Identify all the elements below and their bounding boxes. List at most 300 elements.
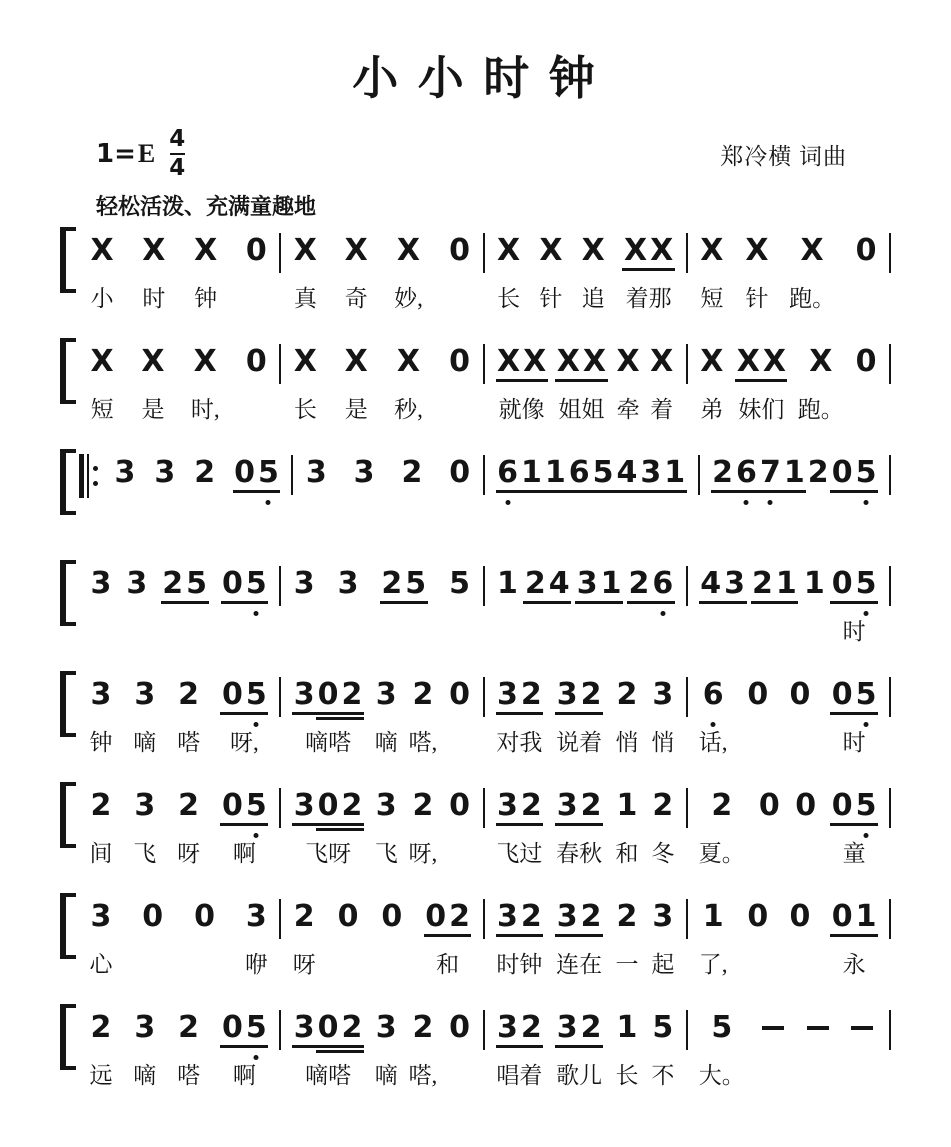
lyric-syllable: 不 — [651, 1062, 675, 1088]
note-figure — [343, 346, 369, 378]
note-token — [615, 346, 641, 424]
note-token — [846, 1012, 878, 1090]
note-token — [757, 1012, 789, 1090]
note-glyph: 5 — [449, 566, 470, 601]
note-token — [292, 346, 318, 424]
lyric-syllable: 呀, — [229, 729, 259, 755]
note-token — [798, 346, 844, 424]
lyric-syllable: 呀, — [408, 840, 438, 866]
eighth-underline — [854, 823, 878, 826]
note-figure — [244, 901, 268, 933]
lyric-syllable: 弟 — [700, 396, 724, 422]
note-figure — [380, 568, 428, 600]
eighth-underline — [380, 601, 404, 604]
note-figure — [555, 679, 603, 711]
note-figure — [854, 235, 878, 267]
eighth-underline — [519, 934, 543, 937]
note-glyph: X — [141, 344, 165, 379]
lyric-syllable: 妙, — [394, 285, 423, 311]
note-token — [788, 901, 812, 979]
note-figure — [746, 679, 770, 711]
score — [60, 235, 891, 1115]
note-token — [711, 457, 759, 535]
eighth-underline — [316, 1045, 340, 1048]
lyric-syllable: 童 — [842, 840, 866, 866]
note-token — [496, 679, 544, 757]
note-figure — [575, 568, 623, 600]
note-glyph: 2 — [579, 790, 603, 822]
system-line — [78, 346, 891, 424]
note-figure — [757, 1012, 789, 1030]
note-glyph: 0 — [194, 899, 215, 934]
note-token — [89, 235, 115, 313]
measure — [293, 457, 482, 535]
note-token — [177, 790, 201, 868]
note-figure — [424, 901, 472, 933]
lyric-syllable: 悄 — [615, 729, 639, 755]
system-line — [78, 568, 891, 646]
key-prefix: 1= — [96, 139, 136, 169]
eighth-underline — [316, 712, 340, 715]
system-bracket — [60, 449, 76, 515]
note-glyph: X — [293, 233, 317, 268]
low-octave-dot — [864, 833, 869, 838]
note-glyph: 1 — [599, 568, 623, 600]
measure — [700, 457, 889, 535]
note-token — [394, 346, 423, 424]
note-figure — [133, 790, 157, 822]
measure — [281, 901, 482, 979]
note-glyph: 0 — [381, 899, 403, 934]
note-glyph: 1 — [803, 566, 825, 601]
eighth-underline — [555, 1045, 579, 1048]
eighth-underline — [854, 601, 878, 604]
score-system — [60, 790, 891, 893]
lyric-syllable: 话, — [698, 729, 728, 755]
note-glyph: 2 — [90, 788, 112, 823]
eighth-underline — [615, 490, 639, 493]
note-token — [424, 901, 472, 979]
note-glyph: 2 — [519, 790, 543, 822]
lyric-syllable: 嘀 — [133, 1062, 157, 1088]
note-figure — [292, 235, 318, 267]
note-figure — [806, 457, 830, 489]
eighth-underline — [830, 712, 854, 715]
note-figure — [292, 790, 364, 822]
note-token — [802, 1012, 834, 1090]
eighth-underline — [424, 934, 448, 937]
eighth-underline — [627, 601, 651, 604]
note-glyph: 0 — [855, 344, 877, 379]
low-octave-dot — [864, 500, 869, 505]
note-glyph: 2 — [711, 788, 733, 823]
eighth-underline — [496, 934, 520, 937]
note-token — [244, 901, 268, 979]
repeat-dot — [93, 481, 98, 486]
key-letter: E — [137, 139, 156, 168]
note-token — [336, 568, 360, 646]
note-figure — [830, 457, 878, 489]
eighth-underline — [711, 490, 735, 493]
note-glyph: 0 — [316, 790, 340, 822]
note-glyph: 3 — [90, 677, 112, 712]
note-figure — [448, 235, 472, 267]
measure — [281, 790, 482, 868]
note-glyph: 1 — [616, 1010, 638, 1045]
note-glyph: 0 — [789, 899, 811, 934]
meta-row — [60, 128, 891, 180]
note-glyph: 5 — [711, 1010, 733, 1045]
lyric-syllable: 啊 — [232, 840, 256, 866]
note-glyph: 1 — [616, 788, 638, 823]
song-title: 小 小 时 钟 — [352, 53, 599, 104]
note-token — [89, 679, 113, 757]
lyric-syllable: 呀 — [292, 951, 316, 977]
note-glyph: 0 — [424, 901, 448, 933]
note-figure — [615, 346, 641, 378]
note-token — [141, 901, 165, 979]
measure — [485, 235, 686, 313]
note-token — [448, 235, 472, 313]
note-glyph: 2 — [579, 901, 603, 933]
note-token — [523, 568, 571, 646]
note-figure — [140, 346, 166, 378]
measure — [688, 679, 889, 757]
note-figure — [448, 790, 472, 822]
eighth-underline — [292, 712, 316, 715]
note-token — [555, 1012, 603, 1090]
time-numerator: 4 — [169, 126, 186, 152]
eighth-underline — [735, 379, 761, 382]
note-figure — [757, 790, 781, 822]
note-token — [651, 901, 675, 979]
note-figure — [615, 901, 639, 933]
eighth-underline — [522, 379, 548, 382]
note-glyph: 3 — [555, 790, 579, 822]
note-glyph: 0 — [830, 457, 854, 489]
eighth-underline — [699, 601, 723, 604]
note-token — [854, 346, 878, 424]
note-figure — [141, 901, 165, 933]
note-glyph: 4 — [699, 568, 723, 600]
note-glyph: 2 — [161, 568, 185, 600]
measure — [485, 1012, 686, 1090]
lyric-syllable: 大。 — [698, 1062, 745, 1088]
low-octave-dot — [744, 500, 749, 505]
note-glyph: 1 — [543, 457, 567, 489]
note-glyph: 3 — [154, 455, 176, 490]
note-glyph: 3 — [375, 788, 397, 823]
eighth-underline — [555, 379, 581, 382]
note-glyph: 1 — [782, 457, 806, 489]
note-figure — [448, 679, 472, 711]
note-glyph: 3 — [375, 1010, 397, 1045]
note-token — [699, 346, 725, 424]
note-token — [113, 457, 137, 535]
note-figure — [794, 790, 818, 822]
eighth-underline — [663, 490, 687, 493]
note-glyph: 5 — [854, 568, 878, 600]
note-figure — [854, 346, 878, 378]
note-token — [292, 568, 316, 646]
key-time-signature — [96, 128, 185, 180]
note-glyph: 5 — [185, 568, 209, 600]
note-figure — [292, 568, 316, 600]
note-glyph: 0 — [855, 233, 877, 268]
note-figure — [220, 1012, 268, 1044]
note-glyph: 3 — [245, 899, 267, 934]
note-token — [244, 346, 268, 424]
note-glyph: 3 — [126, 566, 148, 601]
note-figure — [591, 457, 639, 489]
note-figure — [802, 1012, 834, 1030]
note-figure — [710, 1012, 734, 1044]
note-glyph: 0 — [830, 901, 854, 933]
eighth-underline — [579, 934, 603, 937]
note-token — [746, 901, 770, 979]
note-figure — [400, 457, 424, 489]
note-token — [409, 1012, 438, 1090]
barline — [889, 233, 891, 273]
note-figure — [395, 346, 421, 378]
note-figure — [651, 790, 675, 822]
note-token — [639, 457, 687, 535]
eighth-underline — [496, 379, 522, 382]
low-octave-dot — [768, 500, 773, 505]
note-glyph: X — [193, 344, 217, 379]
system-bracket — [60, 893, 76, 959]
note-figure — [89, 901, 113, 933]
measure — [281, 1012, 482, 1090]
eighth-underline — [599, 601, 623, 604]
note-figure — [177, 679, 201, 711]
note-glyph: X — [293, 344, 317, 379]
note-token — [374, 790, 398, 868]
note-glyph: X — [700, 344, 724, 379]
note-token — [304, 457, 328, 535]
note-glyph: 3 — [353, 455, 375, 490]
measure — [78, 1012, 279, 1090]
note-glyph: 0 — [449, 455, 471, 490]
lyric-syllable: 嗒 — [177, 729, 201, 755]
note-token — [89, 901, 113, 979]
note-figure — [699, 235, 725, 267]
eighth-underline — [523, 601, 547, 604]
score-system — [60, 1012, 891, 1115]
score-system — [60, 568, 891, 671]
system-line — [78, 679, 891, 757]
lyric-syllable: 飞呀 — [305, 840, 352, 866]
note-token — [336, 901, 360, 979]
note-figure — [580, 235, 606, 267]
note-glyph: 0 — [789, 677, 811, 712]
note-token — [233, 457, 281, 535]
eighth-underline — [649, 268, 675, 271]
lyric-syllable: 跑。 — [789, 285, 836, 311]
eighth-underline — [555, 934, 579, 937]
measure — [688, 235, 889, 313]
note-token — [448, 568, 472, 646]
note-figure — [89, 235, 115, 267]
note-glyph: 3 — [90, 566, 112, 601]
note-token — [448, 1012, 472, 1090]
note-glyph: 3 — [134, 788, 156, 823]
note-figure — [788, 901, 812, 933]
note-figure — [699, 568, 747, 600]
eighth-underline — [520, 490, 544, 493]
note-glyph: 2 — [711, 457, 735, 489]
low-octave-dot — [254, 722, 259, 727]
lyric-syllable: 连在 — [556, 951, 603, 977]
note-token — [193, 457, 217, 535]
lyric-syllable: 啊 — [232, 1062, 256, 1088]
note-token — [788, 679, 812, 757]
repeat-sign — [79, 454, 98, 498]
lyric-syllable: 钟 — [194, 285, 218, 311]
note-token — [496, 1012, 544, 1090]
note-glyph: 0 — [220, 679, 244, 711]
note-token — [133, 790, 157, 868]
note-figure — [292, 679, 364, 711]
note-figure — [448, 346, 472, 378]
note-token — [591, 457, 639, 535]
note-figure — [125, 568, 149, 600]
eighth-underline — [854, 712, 878, 715]
note-glyph: 3 — [555, 901, 579, 933]
note-glyph: X — [581, 346, 607, 378]
sixteenth-underline — [316, 828, 340, 831]
note-token — [191, 346, 220, 424]
note-glyph: 5 — [404, 568, 428, 600]
lyric-syllable: 嗒 — [177, 1062, 201, 1088]
system-bracket — [60, 671, 76, 737]
note-figure — [846, 1012, 878, 1030]
note-token — [789, 235, 835, 313]
note-figure — [304, 457, 328, 489]
barline — [889, 677, 891, 717]
note-figure — [496, 679, 544, 711]
eighth-underline — [161, 601, 185, 604]
note-token — [794, 790, 818, 868]
note-glyph: X — [555, 346, 581, 378]
time-denominator: 4 — [169, 155, 186, 181]
eighth-underline — [579, 712, 603, 715]
note-glyph: 2 — [90, 1010, 112, 1045]
eighth-underline — [591, 490, 615, 493]
measure — [688, 568, 889, 646]
measure — [485, 679, 686, 757]
note-glyph: X — [650, 344, 674, 379]
low-octave-dot — [864, 611, 869, 616]
note-figure — [627, 568, 675, 600]
dash-glyph — [807, 1026, 829, 1030]
eighth-underline — [581, 379, 607, 382]
note-token — [806, 457, 830, 535]
lyric-syllable: 姐姐 — [558, 396, 605, 422]
note-figure — [374, 679, 398, 711]
sixteenth-underline — [316, 717, 340, 720]
eighth-underline — [220, 712, 244, 715]
lyric-syllable: 飞 — [133, 840, 157, 866]
measure — [485, 346, 686, 424]
lyric-syllable: 对我 — [496, 729, 543, 755]
system-bracket — [60, 560, 76, 626]
note-glyph: X — [344, 344, 368, 379]
note-figure — [701, 679, 725, 711]
note-token — [555, 790, 603, 868]
note-figure — [496, 1012, 544, 1044]
lyric-syllable: 一 — [615, 951, 639, 977]
note-glyph: 0 — [221, 568, 245, 600]
note-figure — [555, 790, 603, 822]
note-glyph: 2 — [380, 568, 404, 600]
note-token — [802, 568, 826, 646]
note-glyph: 3 — [652, 899, 674, 934]
note-glyph: 2 — [178, 677, 200, 712]
note-token — [651, 1012, 675, 1090]
note-token — [699, 790, 745, 868]
note-glyph: X — [581, 233, 605, 268]
note-token — [89, 568, 113, 646]
note-token — [699, 679, 728, 757]
measure — [78, 790, 279, 868]
measure — [281, 679, 482, 757]
note-token — [580, 235, 606, 313]
note-figure — [221, 568, 269, 600]
note-token — [193, 235, 219, 313]
eighth-underline — [292, 823, 316, 826]
note-token — [133, 1012, 157, 1090]
note-figure — [89, 790, 113, 822]
note-figure — [448, 1012, 472, 1044]
measure — [485, 901, 686, 979]
note-glyph: 1 — [774, 568, 798, 600]
note-glyph: 0 — [795, 788, 817, 823]
low-octave-dot — [254, 833, 259, 838]
note-glyph: X — [194, 233, 218, 268]
note-token — [538, 235, 564, 313]
eighth-underline — [622, 268, 648, 271]
note-token — [394, 235, 423, 313]
eighth-underline — [519, 712, 543, 715]
note-glyph: 0 — [830, 679, 854, 711]
note-glyph: 3 — [292, 790, 316, 822]
note-glyph: 2 — [412, 788, 434, 823]
note-figure — [744, 235, 770, 267]
note-figure — [192, 346, 218, 378]
note-token — [555, 901, 603, 979]
measure — [102, 457, 291, 535]
measure — [281, 568, 482, 646]
measure — [78, 568, 279, 646]
note-glyph: 0 — [449, 788, 470, 823]
note-token — [615, 790, 639, 868]
note-token — [292, 679, 364, 757]
note-figure — [830, 901, 878, 933]
note-figure — [292, 1012, 364, 1044]
note-figure — [615, 790, 639, 822]
note-figure — [244, 346, 268, 378]
note-figure — [758, 457, 806, 489]
note-glyph: 5 — [256, 457, 280, 489]
note-figure — [751, 568, 799, 600]
note-glyph: 0 — [220, 1012, 244, 1044]
note-token — [89, 346, 115, 424]
note-glyph: 2 — [178, 788, 200, 823]
note-token — [555, 679, 603, 757]
note-token — [496, 790, 544, 868]
note-glyph: X — [649, 235, 675, 267]
